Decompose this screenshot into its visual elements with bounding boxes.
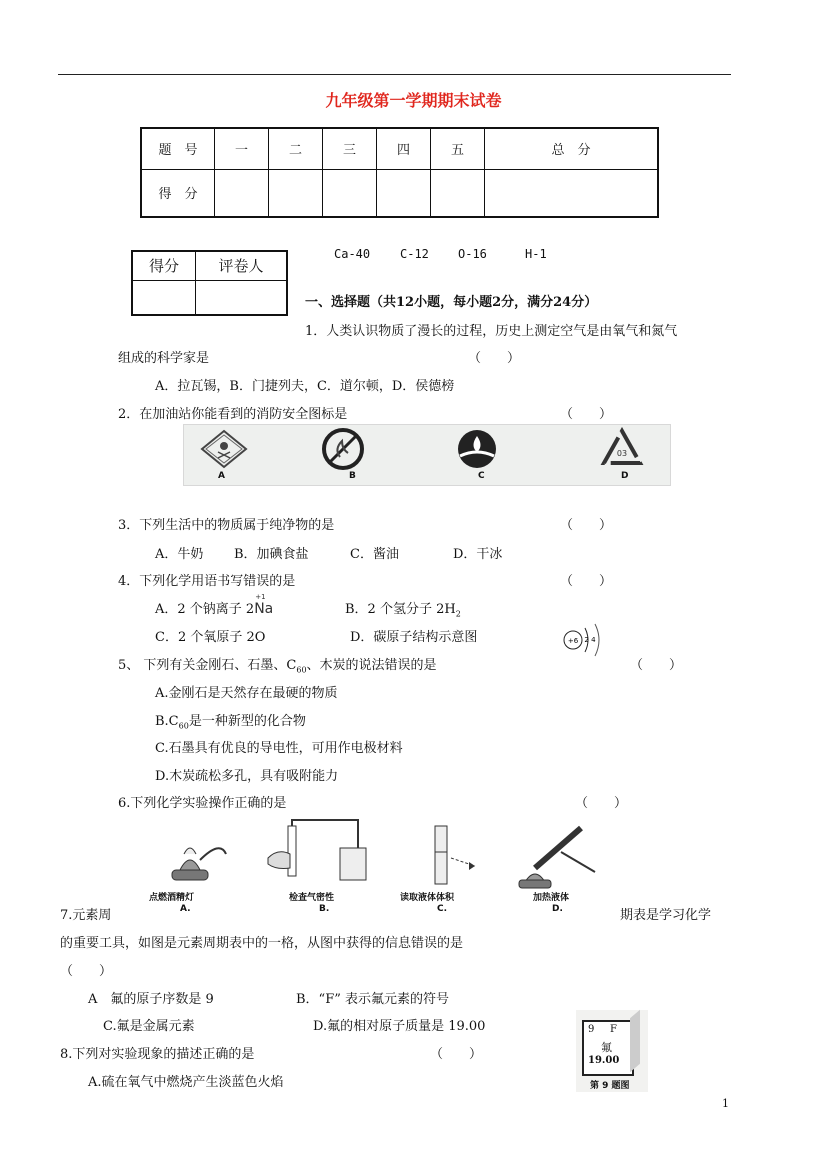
q5-option-b-pre: B.C [155, 714, 179, 729]
q7-option-b: B．“F” 表示氟元素的符号 [296, 992, 449, 1007]
carbon-atom-diagram [561, 620, 611, 660]
lighting-lamp-illustration [150, 820, 230, 890]
water-saving-icon [454, 428, 500, 470]
reading-volume-illustration [395, 822, 485, 890]
score-table [140, 127, 659, 218]
sodium-ion-charge: +1 [255, 593, 266, 601]
q5-option-b [155, 710, 306, 731]
element-number: 9 [588, 1024, 595, 1035]
q4-bracket[interactable]: （ ） [560, 574, 613, 589]
element-card-figure [576, 1010, 648, 1092]
score-cell[interactable] [431, 169, 485, 217]
score-row-label: 得 分 [141, 169, 215, 217]
carbon-nucleus-charge: +6 [567, 637, 579, 645]
q2-label-a: A [218, 471, 225, 481]
atomic-mass-ca: Ca-40 [334, 247, 371, 261]
q5-stem-end: 、木炭的说法错误的是 [306, 658, 437, 673]
q6-caption-b: 检查气密性 [289, 893, 335, 903]
q5-stem-subscript: 60 [296, 665, 307, 675]
element-mass: 19.00 [588, 1055, 620, 1066]
score-header-4: 四 [377, 128, 431, 169]
q5-stem [118, 654, 437, 675]
atomic-mass-c: C-12 [400, 247, 429, 261]
no-fire-icon [320, 427, 366, 471]
q6-caption-c: 读取液体体积 [400, 893, 455, 903]
score-cell[interactable] [269, 169, 323, 217]
q1-bracket[interactable]: （ ） [468, 351, 521, 366]
toxic-diamond-icon [198, 429, 250, 469]
q7-bracket[interactable]: （ ） [60, 964, 113, 979]
q4-stem: 4．下列化学用语书写错误的是 [118, 574, 296, 589]
q2-symbol-strip [183, 424, 671, 486]
atomic-mass-h: H-1 [525, 247, 547, 261]
element-card-caption: 第 9 题图 [590, 1081, 630, 1091]
q4-option-b-subscript: 2 [455, 609, 461, 619]
score-header-label: 题 号 [141, 128, 215, 169]
q7-stem-line2: 的重要工具，如图是元素周期表中的一格，从图中获得的信息错误的是 [60, 936, 464, 951]
q4-option-d: D．碳原子结构示意图 [350, 630, 478, 645]
q6-caption-a: 点燃酒精灯 [149, 893, 195, 903]
q8-option-a: A.硫在氧气中燃烧产生淡蓝色火焰 [88, 1075, 284, 1090]
q3-option-d: D．干冰 [453, 547, 503, 562]
score-cell[interactable] [377, 169, 431, 217]
q1-stem-line2: 组成的科学家是 [118, 351, 210, 366]
q4-option-a-text: A．2 个钠离子 2 [155, 602, 255, 617]
section-heading: 一、选择题（共12小题，每小题2分，满分24分） [305, 295, 598, 310]
q7-option-a: A 氟的原子序数是 9 [88, 992, 214, 1007]
score-header-2: 二 [269, 128, 323, 169]
q4-option-b [345, 598, 461, 619]
q2-stem: 2．在加油站你能看到的消防安全图标是 [118, 407, 348, 422]
score-header-total: 总 分 [485, 128, 659, 169]
element-card [582, 1020, 634, 1076]
q3-option-b: B．加碘食盐 [234, 547, 309, 562]
q5-option-c: C.石墨具有优良的导电性，可用作电极材料 [155, 741, 403, 756]
q5-option-b-end: 是一种新型的化合物 [188, 714, 306, 729]
score-header-1: 一 [215, 128, 269, 169]
q2-label-c: C [478, 471, 485, 481]
page-title: 九年级第一学期期末试卷 [325, 91, 502, 110]
header-rule [58, 74, 731, 75]
recycle-icon [592, 427, 652, 471]
q3-option-a: A．牛奶 [155, 547, 204, 562]
score-cell[interactable] [323, 169, 377, 217]
element-symbol: F [610, 1024, 617, 1035]
grader-name-label: 评卷人 [196, 251, 288, 280]
q5-stem-text: 5、 下列有关金刚石、石墨、C [118, 658, 297, 673]
grader-name-cell[interactable] [196, 280, 288, 315]
q7-option-c: C.氟是金属元素 [103, 1019, 195, 1034]
sodium-symbol: Na [254, 601, 274, 617]
atomic-mass-o: O-16 [458, 247, 487, 261]
element-name: 氟 [601, 1041, 612, 1054]
recycle-code: 03 [616, 449, 628, 458]
sodium-ion-symbol [254, 593, 274, 617]
score-header-5: 五 [431, 128, 485, 169]
page-number: 1 [722, 1097, 729, 1110]
q2-bracket[interactable]: （ ） [560, 407, 613, 422]
q6-bracket[interactable]: （ ） [575, 796, 628, 811]
score-cell[interactable] [485, 169, 659, 217]
q4-option-b-text: B．2 个氢分子 2H [345, 602, 456, 617]
grader-score-cell[interactable] [132, 280, 196, 315]
carbon-shell-electrons: 2 4 [584, 636, 596, 644]
q1-stem-line1: 1．人类认识物质了漫长的过程，历史上测定空气是由氧气和氮气 [305, 324, 678, 339]
q3-bracket[interactable]: （ ） [560, 518, 613, 533]
score-cell[interactable] [215, 169, 269, 217]
q6-stem: 6.下列化学实验操作正确的是 [118, 796, 287, 811]
q7-stem-start: 7.元素周 [60, 908, 112, 923]
airtightness-check-illustration [258, 818, 368, 890]
q3-stem: 3．下列生活中的物质属于纯净物的是 [118, 518, 335, 533]
q8-stem: 8.下列对实验现象的描述正确的是 [60, 1047, 255, 1062]
score-header-3: 三 [323, 128, 377, 169]
q6-caption-d: 加热液体 [533, 893, 570, 903]
q6-letter-d: D. [552, 904, 563, 914]
q7-option-d: D.氟的相对原子质量是 19.00 [313, 1019, 486, 1034]
q6-letter-a: A. [180, 904, 191, 914]
q1-options: A．拉瓦锡，B．门捷列夫，C．道尔顿，D．侯德榜 [155, 379, 455, 394]
q5-option-b-subscript: 60 [178, 721, 189, 731]
q6-letter-b: B. [319, 904, 330, 914]
q4-option-a [155, 593, 274, 617]
q5-option-a: A.金刚石是天然存在最硬的物质 [155, 686, 338, 701]
q2-label-d: D [621, 471, 629, 481]
q8-bracket[interactable]: （ ） [430, 1047, 483, 1062]
q7-stem-end: 期表是学习化学 [620, 908, 712, 923]
heating-liquid-illustration [505, 822, 605, 890]
grader-score-label: 得分 [132, 251, 196, 280]
q5-bracket[interactable]: （ ） [630, 658, 683, 673]
q5-option-d: D.木炭疏松多孔，具有吸附能力 [155, 769, 339, 784]
q3-option-c: C．酱油 [350, 547, 399, 562]
grader-table [131, 250, 288, 316]
q4-option-c: C．2 个氧原子 2O [155, 630, 266, 645]
q6-letter-c: C. [437, 904, 448, 914]
q2-label-b: B [349, 471, 356, 481]
